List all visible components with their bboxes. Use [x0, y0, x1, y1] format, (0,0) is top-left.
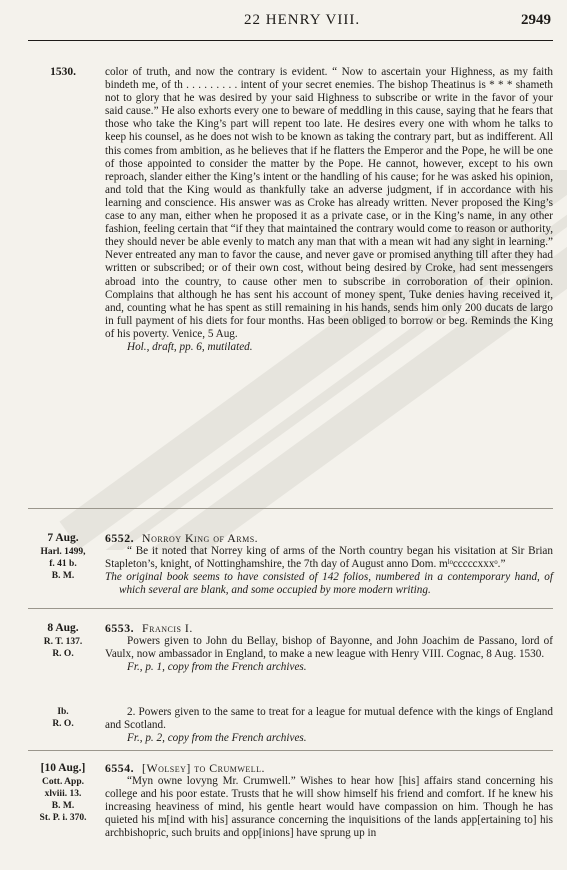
entry-date: 7 Aug. [47, 532, 79, 544]
entry-body [105, 622, 553, 674]
source-ref: B. M. [51, 571, 75, 581]
entry-heading [105, 622, 553, 635]
entry-paragraph: Powers given to John du Bellay, bishop of Bayonne, and John Joachim de Passano, lord of Vaulx, now ambassador in England, to make a new league with Henry VIII. Cognac, 8 Aug. 1530. [105, 635, 553, 661]
margin-notes [28, 706, 98, 730]
source-ref: St. P. i. 370. [39, 813, 87, 823]
source-ref: xlviii. 13. [44, 789, 82, 799]
entry-title: [Wolsey] to Crumwell. [142, 761, 265, 775]
entry-separator [28, 608, 553, 609]
entry-title: Francis I. [142, 621, 193, 635]
entry-note: Hol., draft, pp. 6, mutilated. [127, 340, 253, 353]
entry-paragraph: color of truth, and now the contrary is evident. “ Now to ascertain your Highness, as my faith bindeth me, of th . . . . . . . . . intent of your secret enemies. The bishop Theatinus is * * * shameth not to glory that he was desired by your said Highness to subscribe or write in the favor of your said cause.” He also exhorts every one to beware of meddling in this cause, saying that he fears that those who take the King’s part will repent too late. He desires every one with whom he talks to keep his counsel, as he does not wish to be known as taking the contrary part, but as indifferent. All this comes from ambition, as he believes that if he flatters the Emperor and the Pope, he will be one of those appointed to consider the matter by the Pope. He cannot, however, except to his own reproach, slander either the King’s intent or the handling of his cause; for he was asked his opinion, and told that the King would as thankfully take an adverse judgment, if in accordance with his learning and conscience. His answer was as Croke has already written. Never proposed the King’s case to any man, either when he proposed it as a private case, or in the King’s name, in any other fashion, feeling certain that “if they that maintained the contrary would come to reason or authority, they should never be able evenly to match any man that with a mean wit had any sight in learning.” Never entreated any man to favor the cause, and never gave or promised anything till after they had written or subscribed; or of their own cost, without being desired by Croke, had sent messengers abroad into the country, to cause other men to subscribe in corroboration of their opinion. Complains that although he has sent his account of money spent, Tuke denies having received it, and, counting what he has spent as still remaining in his hands, sends him only 200 ducats de largo in full payment of his diets for four months. Has been obliged to borrow or beg. Reminds the King of his poverty. Venice, 5 Aug. [105, 66, 553, 340]
entry-body [105, 66, 553, 354]
entry-body [105, 762, 553, 841]
entry-number: 6553. [105, 621, 135, 635]
source-ref: f. 41 b. [49, 559, 77, 569]
source-ref: Harl. 1499, [40, 547, 86, 557]
entry-note: The original book seems to have consisted of 142 folios, numbered in a contemporary hand, of which several are blank, and some occupied by more modern writing. [105, 571, 553, 597]
entry-heading [105, 762, 553, 775]
entry-date: 1530. [50, 66, 76, 78]
entry-note: Fr., p. 1, copy from the French archives. [127, 661, 307, 674]
margin-notes [28, 66, 98, 80]
entry-separator [28, 750, 553, 751]
source-ref: Cott. App. [42, 777, 84, 787]
source-ref: B. M. [51, 801, 75, 811]
entry-title: Norroy King of Arms. [142, 531, 259, 545]
margin-notes [28, 622, 98, 660]
entry-number: 6554. [105, 761, 135, 775]
entry-heading [105, 532, 553, 545]
page-number: 2949 [521, 12, 551, 28]
source-ref: R. T. 137. [43, 637, 83, 647]
entry-note: Fr., p. 2, copy from the French archives. [127, 732, 307, 745]
source-ref: R. O. [52, 649, 74, 659]
entry-paragraph: “ Be it noted that Norrey king of arms of the North country began his visitation at Sir Brian Stapleton’s, knight, of Nottinghamshire, the 7th day of August anno Dom. mˡᵒcccccxxxᵒ.” [105, 545, 553, 571]
entry-paragraph: 2. Powers given to the same to treat for a league for mutual defence with the kings of England and Scotland. [105, 706, 553, 732]
entry-body [105, 706, 553, 745]
entry-number: 6552. [105, 531, 135, 545]
margin-notes [28, 532, 98, 582]
entry-date: [10 Aug.] [40, 762, 86, 774]
entry-date: 8 Aug. [47, 622, 79, 634]
source-ref: R. O. [52, 719, 74, 729]
source-ref: Ib. [57, 707, 69, 717]
entry-paragraph: “Myn owne lovyng Mr. Crumwell.” Wishes to hear how [his] affairs stand concerning his college and his poor estate. Trusts that he will show himself his friend and comfort. If he knew his increasing heaviness of mind, his gentle heart would have compassion on him. Though he has quieted his m[ind with his] assurance concerning the inquisitions of the lands app[ertaining to] his archbishopric, such bruits and opp[inions] have sprung up in [105, 775, 553, 840]
entry-body [105, 532, 553, 597]
running-header [0, 12, 567, 34]
margin-notes [28, 762, 98, 824]
running-title: 22 HENRY VIII. [244, 12, 361, 28]
entry-separator [28, 508, 553, 509]
header-rule [28, 40, 553, 41]
